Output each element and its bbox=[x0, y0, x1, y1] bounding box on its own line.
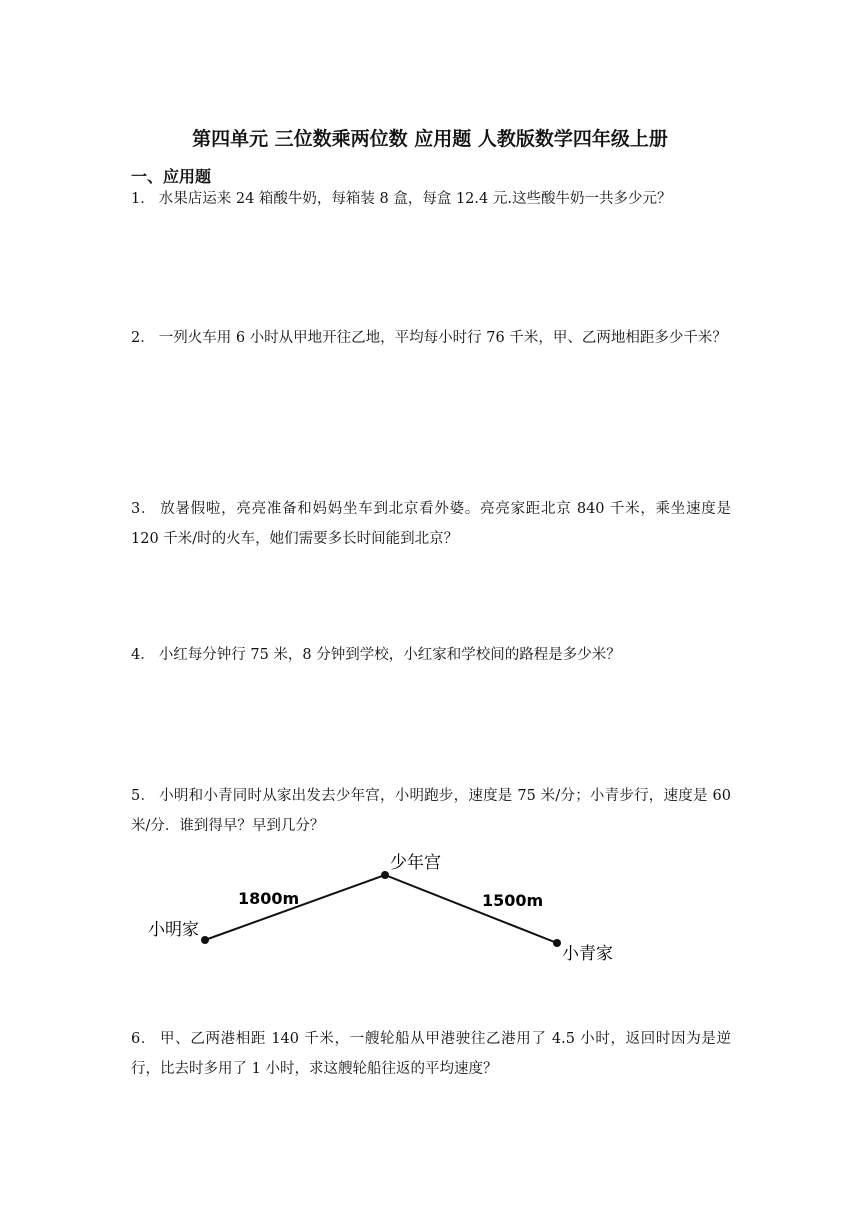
question-number: 4． bbox=[131, 647, 155, 663]
route-diagram bbox=[140, 844, 640, 974]
question-number: 2． bbox=[131, 330, 155, 346]
question-text: 一列火车用 6 小时从甲地开往乙地，平均每小时行 76 千米，甲、乙两地相距多少千米？ bbox=[158, 330, 727, 346]
question-5 bbox=[131, 781, 731, 841]
question-text: 小红每分钟行 75 米，8 分钟到学校，小红家和学校间的路程是多少米？ bbox=[158, 647, 621, 663]
distance-label-right: 1500m bbox=[482, 891, 544, 910]
section-heading: 一、应用题 bbox=[131, 167, 212, 186]
xiaoming-home-label: 小明家 bbox=[148, 920, 199, 940]
question-number: 3． bbox=[131, 501, 157, 517]
xiaoqing-home-label: 小青家 bbox=[562, 944, 613, 964]
question-text: 放暑假啦，亮亮准备和妈妈坐车到北京看外婆。亮亮家距北京 840 千米，乘坐速度是 120 千米/时的火车，她们需要多长时间能到北京？ bbox=[131, 501, 731, 547]
question-1 bbox=[131, 184, 731, 214]
question-number: 5． bbox=[131, 788, 156, 804]
distance-label-left: 1800m bbox=[238, 889, 300, 908]
question-4 bbox=[131, 640, 731, 670]
xiaoming-home-point bbox=[201, 936, 209, 944]
question-2 bbox=[131, 323, 731, 353]
page-title: 第四单元 三位数乘两位数 应用题 人教版数学四年级上册 bbox=[192, 128, 668, 150]
question-number: 6． bbox=[131, 1031, 157, 1047]
question-text: 水果店运来 24 箱酸牛奶，每箱装 8 盒，每盒 12.4 元.这些酸牛奶一共多少元？ bbox=[158, 191, 672, 207]
question-number: 1． bbox=[131, 191, 155, 207]
question-6 bbox=[131, 1024, 731, 1084]
question-text: 小明和小青同时从家出发去少年宫，小明跑步，速度是 75 米/分；小青步行，速度是 60 米/分．谁到得早？早到几分？ bbox=[131, 788, 731, 834]
youth-palace-point bbox=[381, 871, 389, 879]
question-3 bbox=[131, 494, 731, 554]
question-text: 甲、乙两港相距 140 千米，一艘轮船从甲港驶往乙港用了 4.5 小时，返回时因为是逆行，比去时多用了 1 小时，求这艘轮船往返的平均速度？ bbox=[131, 1031, 731, 1077]
youth-palace-label: 少年宫 bbox=[390, 853, 441, 873]
xiaoqing-home-point bbox=[553, 939, 561, 947]
